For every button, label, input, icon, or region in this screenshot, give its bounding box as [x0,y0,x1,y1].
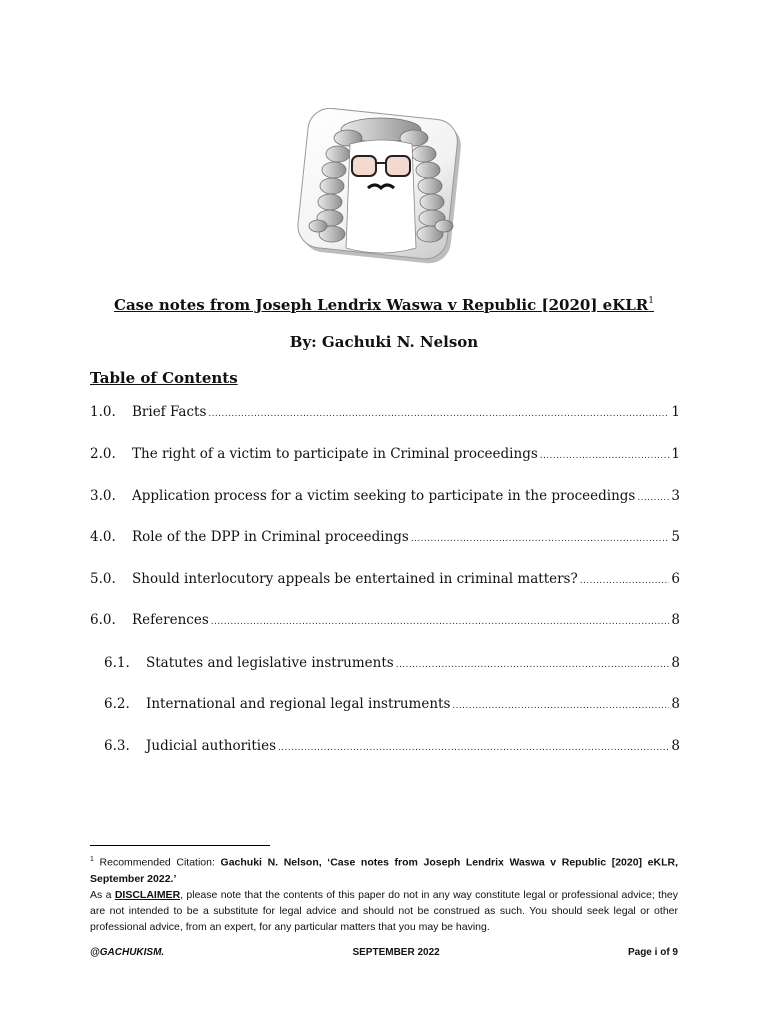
toc-entry-page: 1 [671,446,680,462]
toc-entry-label: Application process for a victim seeking to participate in the proceedings [132,488,636,504]
toc-entry-label: Brief Facts [132,404,207,420]
toc-entry-page: 8 [671,612,680,628]
citation-footnote [90,852,678,887]
toc-entry-page: 3 [671,488,680,504]
toc-entry[interactable] [90,446,680,466]
toc-entry-number: 6.3. [104,738,130,754]
footer-page-number: Page i of 9 [627,947,678,958]
toc-entry-number: 3.0. [90,488,116,504]
toc-entry[interactable] [90,404,680,424]
citation-prefix: Recommended Citation: [99,856,215,869]
toc-entry-label: International and regional legal instruments [146,696,451,712]
toc-heading: Table of Contents [90,369,238,387]
disclaimer-text: , please note that the contents of this paper do not in any way constitute legal or professional advice; they are not intended to be a substitute for legal advice and should not be construed as such. You should seek legal or other professional advice, from an expert, for any particular matters that you may be having. [90,888,679,933]
toc-subentry[interactable] [104,696,680,716]
toc-subentry[interactable] [104,655,680,675]
toc-entry[interactable] [90,571,680,591]
toc-entry-number: 6.2. [104,696,130,712]
toc-entry-number: 4.0. [90,529,116,545]
toc-leader-dots [411,534,670,544]
toc-entry-page: 8 [671,696,680,712]
toc-entry-page: 8 [671,655,680,671]
toc-leader-dots [637,493,669,503]
title-footnote-marker: 1 [648,296,654,306]
footer-date: SEPTEMBER 2022 [352,947,440,958]
toc-entry-number: 6.0. [90,612,116,628]
toc-entry-label: Role of the DPP in Criminal proceedings [132,529,409,545]
page-footer [90,947,678,958]
toc-entry-label: Should interlocutory appeals be entertained in criminal matters? [132,571,578,587]
footer-handle: @GACHUKISM. [90,947,165,958]
toc-entry-page: 5 [671,529,680,545]
toc-leader-dots [278,743,669,753]
toc-leader-dots [580,576,670,586]
citation-text: Gachuki N. Nelson, ‘Case notes from Joseph Lendrix Waswa v Republic [2020] eKLR, September 2022.’ [90,856,679,885]
toc-entry-label: Statutes and legislative instruments [146,655,394,671]
toc-entry-page: 6 [671,571,680,587]
disclaimer-prefix: As a [90,888,112,901]
author-line: By: Gachuki N. Nelson [289,333,479,351]
toc-entry-page: 8 [671,738,680,754]
toc-entry[interactable] [90,488,680,508]
toc-entry[interactable] [90,612,680,632]
judge-wig-icon [288,108,474,272]
toc-leader-dots [208,409,669,419]
footnote [90,852,678,935]
footnote-separator [90,845,270,846]
document-title: Case notes from Joseph Lendrix Waswa v Republic [2020] eKLR$^1$ [114,296,654,314]
footnote-marker: 1 [90,856,94,863]
disclaimer [90,887,678,935]
toc-entry-label: The right of a victim to participate in Criminal proceedings [132,446,538,462]
toc-entry-page: 1 [671,404,680,420]
toc-entry-number: 2.0. [90,446,116,462]
toc-subentry[interactable] [104,738,680,758]
toc-entry[interactable] [90,529,680,549]
toc-entry-number: 6.1. [104,655,130,671]
toc-leader-dots [211,617,670,627]
disclaimer-word: DISCLAIMER [114,888,181,901]
toc-entry-label: Judicial authorities [146,738,277,754]
toc-leader-dots [540,451,670,461]
toc-entry-number: 1.0. [90,404,116,420]
toc-entry-label: References [132,612,209,628]
toc-leader-dots [396,660,670,670]
toc-leader-dots [452,701,669,711]
toc-entry-number: 5.0. [90,571,116,587]
